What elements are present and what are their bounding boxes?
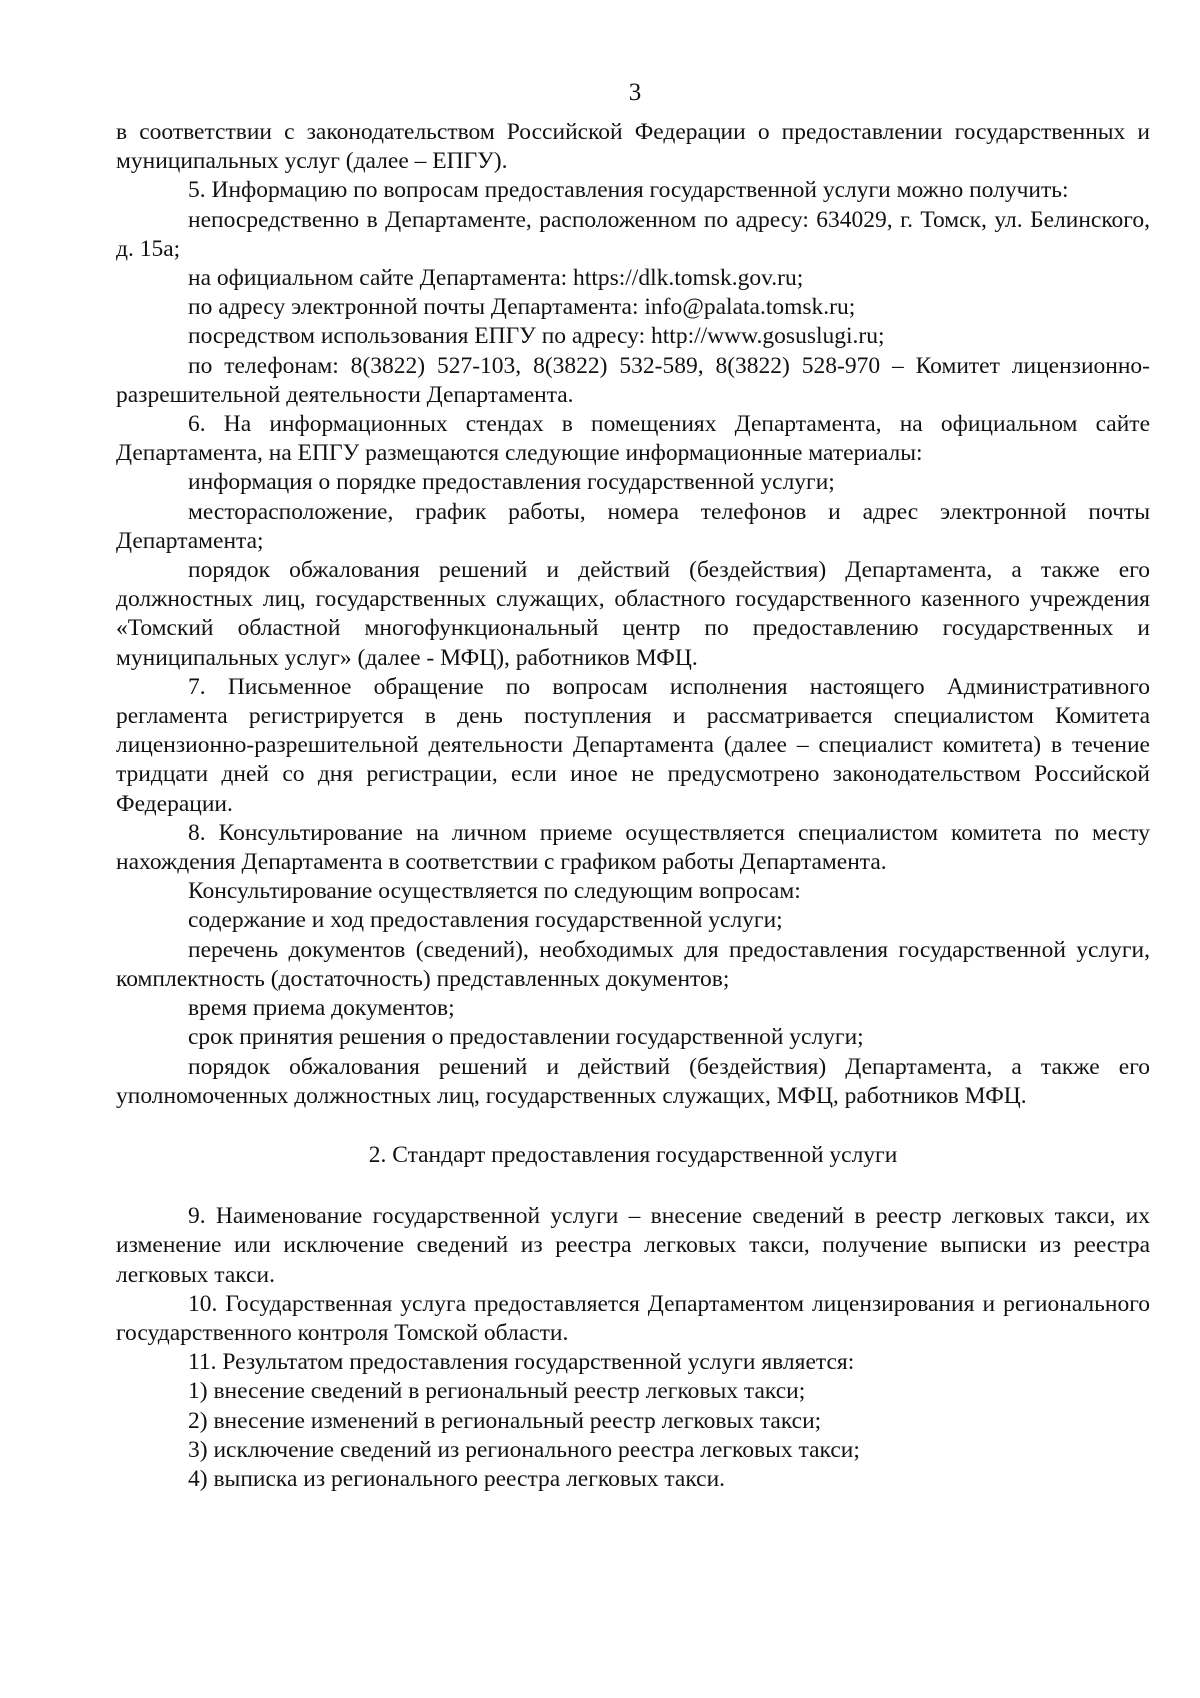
paragraph-6: 6. На информационных стендах в помещениях Департамента, на официальном сайте Департамента, на ЕПГУ размещаются следующие информационные материалы: bbox=[116, 411, 1150, 467]
paragraph-6-info: информация о порядке предоставления государственной услуги; bbox=[188, 469, 835, 496]
paragraph-5-epgu: посредством использования ЕПГУ по адресу: http://www.gosuslugi.ru; bbox=[188, 323, 885, 350]
paragraph-8-time: время приема документов; bbox=[188, 995, 455, 1022]
paragraph-8: 8. Консультирование на личном приеме осуществляется специалистом комитета по месту нахождения Департамента в соответствии с графиком работы Департамента. bbox=[116, 819, 1150, 876]
paragraph-8-deadline: срок принятия решения о предоставлении государственной услуги; bbox=[188, 1024, 864, 1051]
paragraph-11: 11. Результатом предоставления государственной услуги является: bbox=[188, 1349, 855, 1376]
paragraph-8-content: содержание и ход предоставления государственной услуги; bbox=[188, 907, 783, 934]
paragraph-8-appeal: порядок обжалования решений и действий (бездействия) Департамента, а также его уполномоченных должностных лиц, государственных служащих, МФЦ, работников МФЦ. bbox=[116, 1053, 1150, 1109]
paragraph-6-location: месторасположение, график работы, номера телефонов и адрес электронной почты Департамента; bbox=[116, 498, 1150, 554]
paragraph-5-website: на официальном сайте Департамента: https://dlk.tomsk.gov.ru; bbox=[188, 265, 804, 292]
result-item-4: 4) выписка из регионального реестра легковых такси. bbox=[188, 1465, 726, 1492]
paragraph-10: 10. Государственная услуга предоставляется Департаментом лицензирования и регионального государственного контроля Томской области. bbox=[116, 1290, 1150, 1346]
paragraph-6-appeal: порядок обжалования решений и действий (бездействия) Департамента, а также его должностных лиц, государственных служащих, областного государственного казенного учреждения «Томский областной многофункциональный центр по предоставлению государственных и муниципальных услуг» (далее - МФЦ), работников МФЦ. bbox=[116, 557, 1150, 671]
document-page bbox=[116, 78, 1150, 1494]
paragraph-9: 9. Наименование государственной услуги – внесение сведений в реестр легковых такси, их изменение или исключение сведений из реестра легковых такси, получение выписки из реестра легковых такси. bbox=[116, 1203, 1150, 1288]
paragraph-7: 7. Письменное обращение по вопросам исполнения настоящего Административного регламента регистрируется в день поступления и рассматривается специалистом Комитета лицензионно-разрешительной деятельности Департамента (далее – специалист комитета) в течение тридцати дней со дня регистрации, если иное не предусмотрено законодательством Российской Федерации. bbox=[116, 673, 1150, 817]
paragraph-5-address: непосредственно в Департаменте, расположенном по адресу: 634029, г. Томск, ул. Белинского, д. 15а; bbox=[116, 206, 1150, 262]
paragraph-8-documents: перечень документов (сведений), необходимых для предоставления государственной услуги, комплектность (достаточность) представленных документов; bbox=[116, 936, 1150, 992]
paragraph-5-email: по адресу электронной почты Департамента: info@palata.tomsk.ru; bbox=[188, 294, 856, 321]
page-number: 3 bbox=[628, 79, 642, 106]
result-item-2: 2) внесение изменений в региональный реестр легковых такси; bbox=[188, 1407, 822, 1434]
result-item-1: 1) внесение сведений в региональный реестр легковых такси; bbox=[188, 1378, 806, 1405]
paragraph-5-phones: по телефонам: 8(3822) 527-103, 8(3822) 532-589, 8(3822) 528-970 – Комитет лицензионно-разрешительной деятельности Департамента. bbox=[116, 352, 1150, 408]
paragraph-8-topics: Консультирование осуществляется по следующим вопросам: bbox=[188, 878, 801, 905]
section-heading: 2. Стандарт предоставления государственной услуги bbox=[368, 1141, 898, 1168]
result-item-3: 3) исключение сведений из регионального реестра легковых такси; bbox=[188, 1436, 860, 1463]
paragraph-continuation: в соответствии с законодательством Российской Федерации о предоставлении государственных и муниципальных услуг (далее – ЕПГУ). bbox=[116, 119, 1150, 175]
paragraph-5: 5. Информацию по вопросам предоставления государственной услуги можно получить: bbox=[188, 177, 1069, 204]
